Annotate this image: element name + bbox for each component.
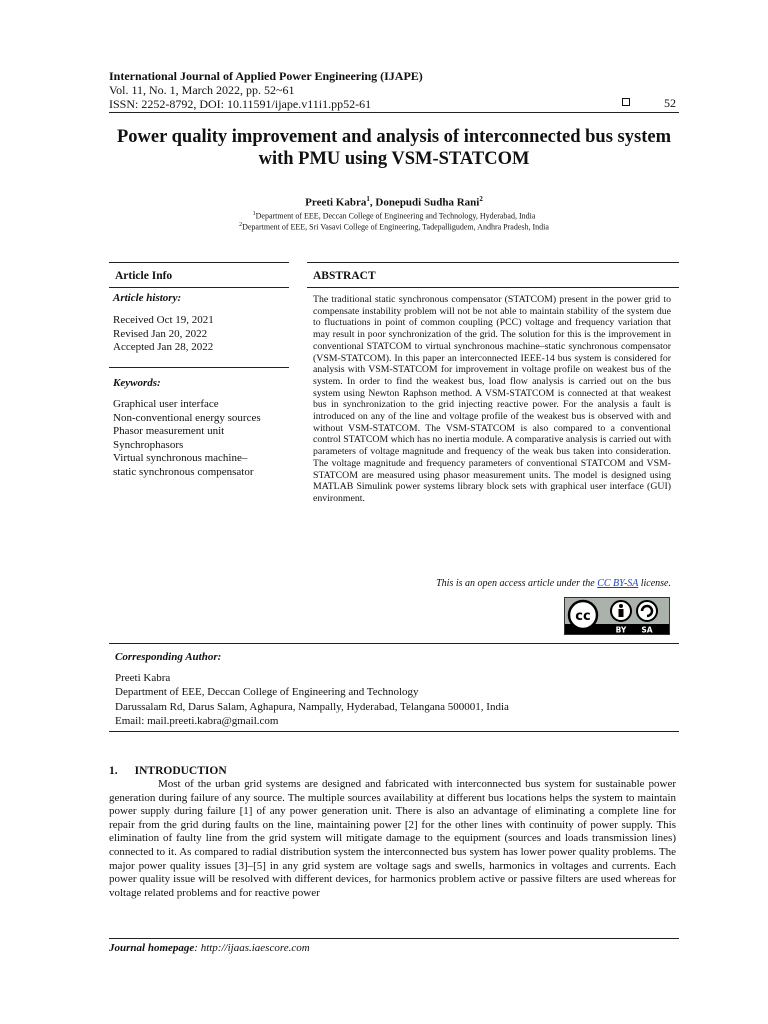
keyword-item: Non-conventional energy sources	[113, 411, 261, 424]
corresponding-block	[115, 671, 509, 728]
article-info-top-rule	[109, 262, 289, 263]
affiliation-mark: 1	[252, 211, 256, 217]
keyword-list	[113, 398, 293, 479]
keywords	[113, 377, 293, 479]
author-line	[100, 195, 688, 209]
author-affil-mark: 1	[366, 195, 370, 203]
history-item: Accepted Jan 28, 2022	[113, 341, 214, 353]
license-link[interactable]: CC BY-SA	[597, 578, 639, 589]
journal-name: International Journal of Applied Power Engineering (IJAPE)	[109, 69, 423, 83]
homepage-label: Journal homepage	[109, 942, 195, 954]
header-divider	[109, 112, 679, 113]
history-item: Revised Jan 20, 2022	[113, 327, 208, 340]
sa-badge-text: SA	[641, 625, 653, 634]
journal-homepage	[109, 942, 310, 954]
corresponding-dept: Department of EEE, Deccan College of Engineering and Technology	[115, 686, 419, 699]
article-history	[113, 292, 288, 355]
homepage-url[interactable]: http://ijaas.iaescore.com	[200, 942, 310, 954]
issn-line: ISSN: 2252-8792, DOI: 10.11591/ijape.v11i1.pp52-61	[109, 97, 372, 111]
abstract-heading: ABSTRACT	[313, 270, 376, 282]
cc-badge-graphic	[565, 598, 669, 634]
affiliation-text: Department of EEE, Deccan College of Engineering and Technology, Hyderabad, India	[255, 211, 536, 221]
license-line	[313, 578, 671, 589]
author-name: Donepudi Sudha Rani	[375, 196, 480, 209]
homepage-sep: :	[194, 942, 201, 954]
by-badge-text: BY	[615, 625, 627, 634]
cc-by-sa-icon[interactable]	[564, 597, 670, 635]
corresponding-address: Darussalam Rd, Darus Salam, Aghapura, Nampally, Hyderabad, Telangana 500001, India	[115, 700, 509, 713]
section-number: 1.	[109, 765, 118, 777]
footer-rule	[109, 938, 679, 939]
paper-title: Power quality improvement and analysis of interconnected bus system with PMU using VSM-STATCOM	[117, 127, 671, 169]
license-prefix: This is an open access article under the	[436, 578, 598, 589]
intro-paragraph: Most of the urban grid systems are designed and fabricated with interconnected bus system for sustainable power generation during failure of any source. The multiple sources availability at different bus locations helps the system to maintain power supply during failure [1] of any power generation unit. There is also an advantage of eliminating a complete line for repair from the grid during faults on the line, maintaining power [2] for the other lines with continuity of power supply. This elimination of faulty line from the grid system will mitigate damage to the equipment (sources and loads transmission lines) connected to it. As compared to radial distribution system the interconnected bus system has lower power quality problems. The major power quality issues [3]–[5] in any grid system are voltage sags and swells, harmonics in voltages and currents. Each power quality issue will be resolved with different devices, for harmonics problem active or passive filters are used whereas for voltage related problems and for reactive power	[109, 778, 676, 899]
corresponding-bottom-rule	[109, 731, 679, 732]
affiliation	[100, 222, 688, 232]
cc-badge-text: cc	[575, 609, 591, 624]
section-title: INTRODUCTION	[134, 765, 227, 777]
abstract-text: The traditional static synchronous compensator (STATCOM) present in the power grid to compensate instability problem will not be not able to maintain stability of the system due to fluctuations in point of common coupling (PCC) voltage and frequency variation that may result in poor synchronization of the grid. The solution for this is the improvement in conventional STATCOM to virtual synchronous machine–static synchronous compensator (VSM-STATCOM). In this paper an interconnected IEEE-14 bus system is considered for analysis with VSM-STATCOM for improvement in voltage profile on weakest bus of the system. In order to find the weakest bus, load flow analysis is carried out on the bus system using Newton Raphson method. A VSM-STATCOM is connected at that weakest bus in synchronization to the grid injecting reactive power. For the analysis a fault is introduced on any of the line and voltage profile of the weakest bus is observed with and without VSM-STATCOM. The VSM-STATCOM is also compared to a conventional control STATCOM which has no inertia module. A comparative analysis is carried out with parameters of voltage magnitude and frequency of the weak bus taken into consideration. The voltage magnitude and frequency parameters of conventional STATCOM and VSM-STATCOM are measured using phasor measurement units. The model is designed using MATLAB Simulink power systems library block sets with graphical user interface (GUI) environment.	[313, 294, 671, 504]
corresponding-email[interactable]: Email: mail.preeti.kabra@gmail.com	[115, 714, 279, 727]
article-info-rule	[109, 287, 289, 288]
affiliation-mark: 2	[239, 222, 243, 228]
square-bullet-icon	[622, 98, 630, 106]
keywords-rule	[109, 367, 289, 368]
license-suffix: license.	[638, 578, 671, 589]
keyword-item: static synchronous compensator	[113, 465, 254, 478]
author-separator: ,	[369, 196, 376, 209]
history-list	[113, 314, 288, 355]
keyword-item: Virtual synchronous machine–	[113, 452, 248, 464]
keywords-heading: Keywords:	[113, 377, 161, 389]
abstract-top-rule	[307, 262, 679, 263]
keyword-item: Synchrophasors	[113, 438, 184, 451]
corresponding-heading: Corresponding Author:	[115, 651, 222, 663]
abstract-rule	[307, 287, 679, 288]
article-info-heading: Article Info	[115, 270, 173, 282]
keyword-item: Phasor measurement unit	[113, 425, 225, 437]
section-heading	[109, 765, 227, 777]
history-item: Received Oct 19, 2021	[113, 314, 214, 326]
corresponding-name: Preeti Kabra	[115, 672, 171, 684]
keyword-item: Graphical user interface	[113, 398, 219, 410]
volume-line: Vol. 11, No. 1, March 2022, pp. 52~61	[109, 83, 295, 97]
author-affil-mark: 2	[479, 195, 483, 203]
affiliation	[100, 211, 688, 221]
abstract-bottom-rule	[109, 643, 679, 644]
author-name: Preeti Kabra	[305, 196, 367, 209]
page-number: 52	[664, 96, 676, 110]
article-history-heading: Article history:	[113, 292, 182, 304]
affiliation-text: Department of EEE, Sri Vasavi College of Engineering, Tadepalligudem, Andhra Pradesh, India	[242, 222, 549, 232]
